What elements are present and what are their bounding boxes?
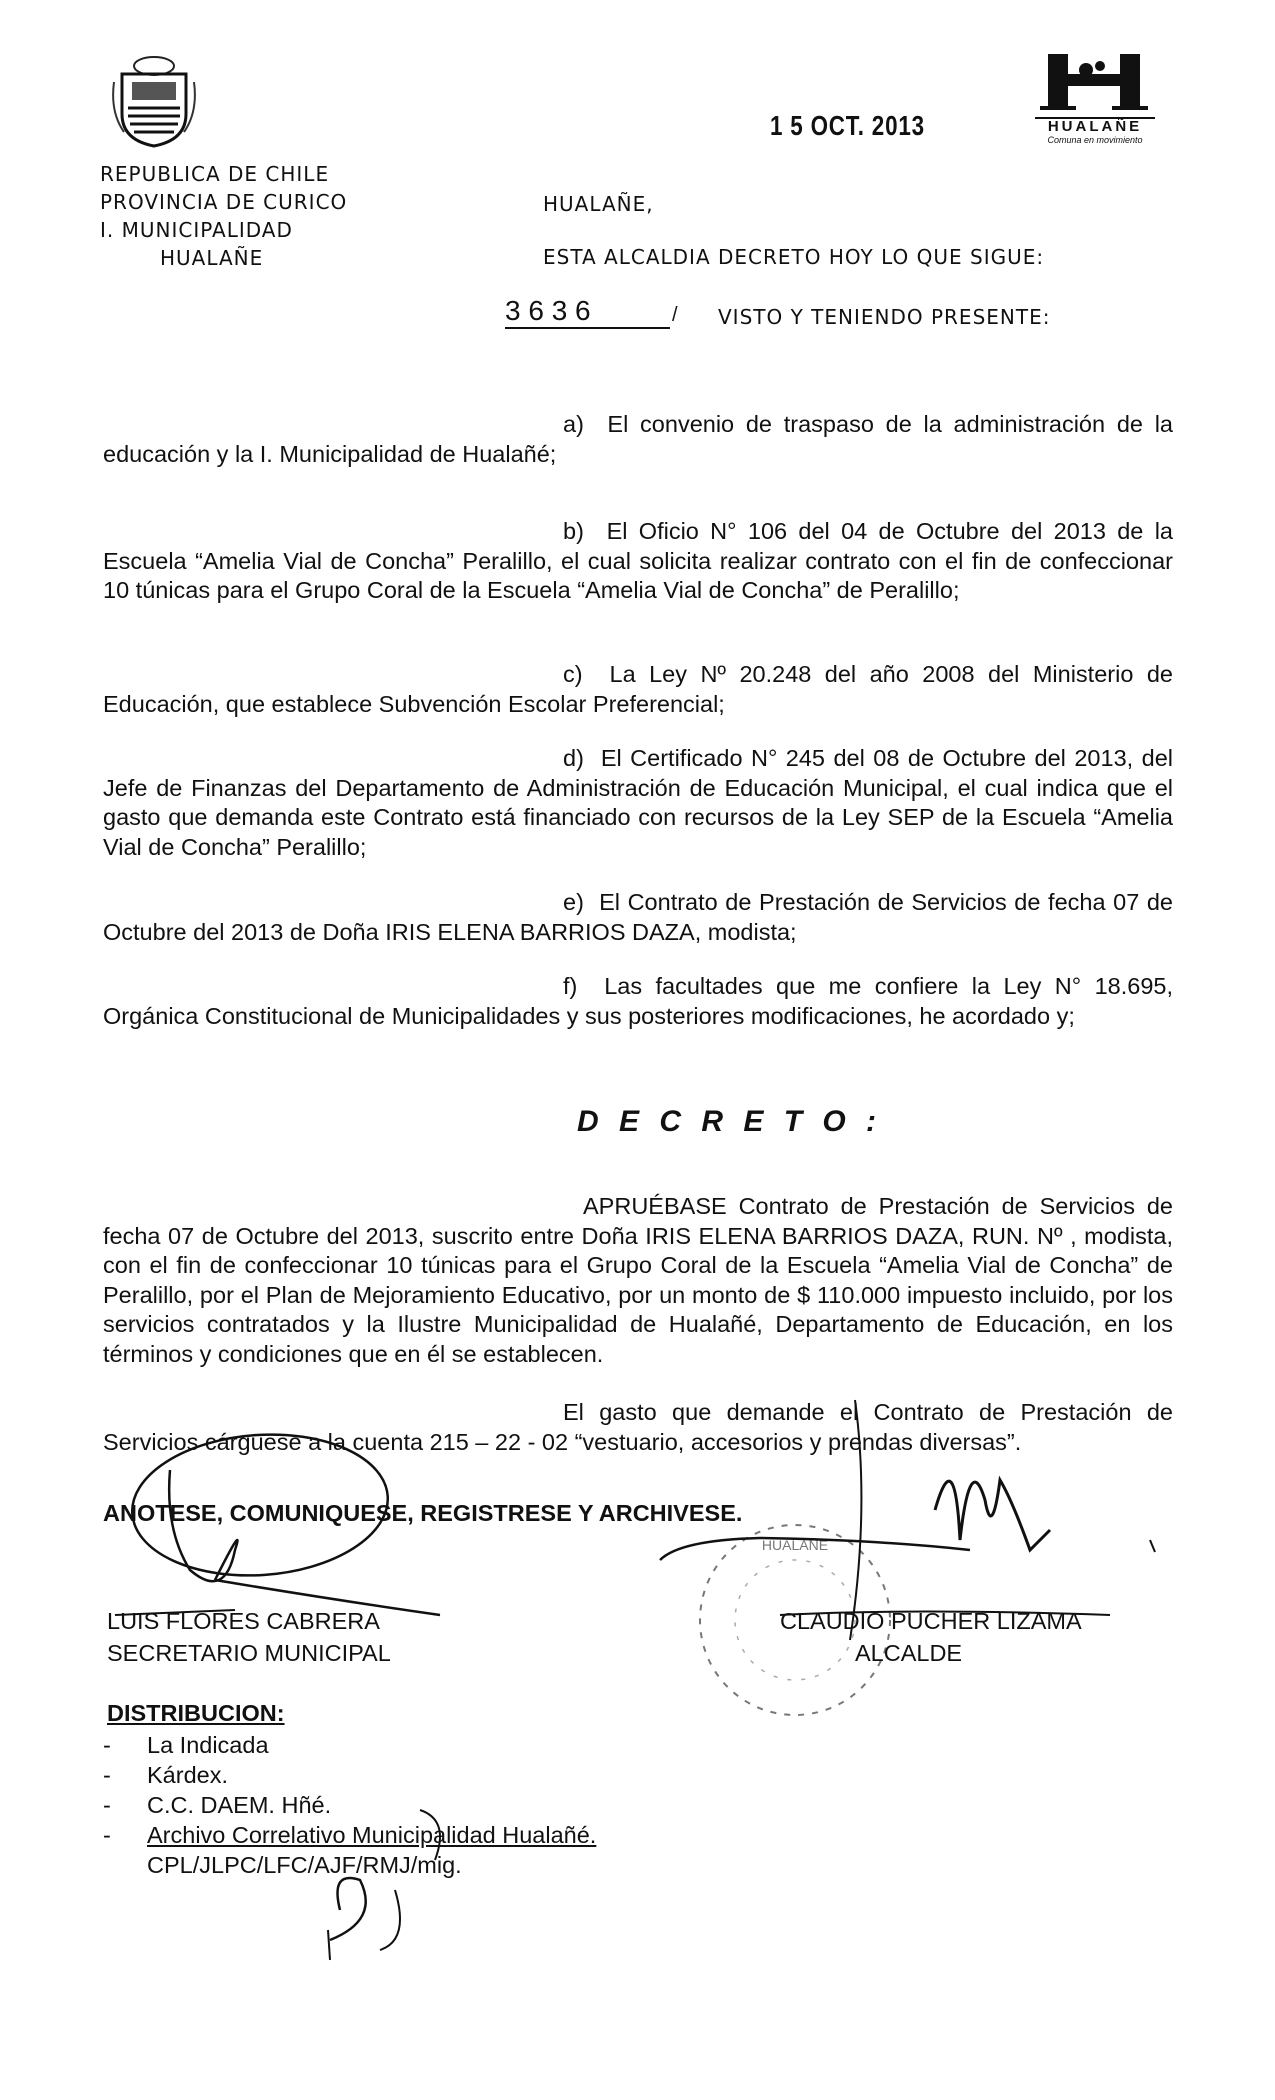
considerando-label: c) — [563, 661, 583, 687]
secretario-name: LUIS FLORES CABRERA — [107, 1608, 380, 1634]
hualane-logo-icon — [1040, 50, 1150, 112]
initials-signature-icon — [300, 1800, 500, 1960]
considerando-text: El Oficio N° 106 del 04 de Octubre del 2013 de la Escuela “Amelia Vial de Concha” Peralillo, el cual solicita realizar contrato con el fin de confeccionar 10 túnicas para el Grupo Coral de la Escuela “Amelia Vial de Concha” de Peralillo; — [103, 518, 1173, 603]
alcaldia-line: ESTA ALCALDIA DECRETO HOY LO QUE SIGUE: — [543, 245, 1045, 269]
considerando-label: e) — [563, 889, 584, 915]
header-line-hualane: HUALAÑE — [160, 246, 264, 270]
header-line-municipalidad: I. MUNICIPALIDAD — [100, 218, 293, 242]
considerando-a — [103, 410, 1173, 469]
hualane-logo — [1035, 50, 1155, 150]
considerando-e — [103, 888, 1173, 947]
municipality-header — [100, 160, 347, 272]
considerando-f — [103, 972, 1173, 1031]
secretario-signature-icon — [95, 1410, 455, 1640]
considerando-label: d) — [563, 745, 584, 771]
logo-tagline: Comuna en movimiento — [1047, 135, 1143, 145]
seal-text: HUALAÑE — [761, 1537, 829, 1553]
resolutivo-gasto-text: El gasto que demande el Contrato de Prestación de Servicios cárguese a la cuenta 215 – 22 - 02 “vestuario, accesorios y prendas diversas”. — [103, 1399, 1173, 1455]
decree-number: 3 6 3 6 — [505, 295, 670, 329]
decreto-title: D E C R E T O : — [577, 1105, 883, 1138]
list-item: - La Indicada — [103, 1732, 269, 1758]
logo-text: HUALAÑE — [1035, 117, 1155, 135]
municipal-crest-icon — [108, 52, 200, 148]
considerando-text: El convenio de traspaso de la administración de la educación y la I. Municipalidad de Hualañé; — [103, 411, 1173, 467]
list-item: - Archivo Correlativo Municipalidad Hualañé. — [103, 1822, 597, 1848]
considerando-text: Las facultades que me confiere la Ley N° 18.695, Orgánica Constitucional de Municipalidades y sus posteriores modificaciones, he acordado y; — [103, 973, 1173, 1029]
resolutivo-aprobacion — [103, 1192, 1173, 1369]
closing-formula: ANOTESE, COMUNIQUESE, REGISTRESE Y ARCHIVESE. — [103, 1500, 743, 1526]
considerando-text: El Contrato de Prestación de Servicios de fecha 07 de Octubre del 2013 de Doña IRIS ELENA BARRIOS DAZA, modista; — [103, 889, 1173, 945]
considerando-d — [103, 744, 1173, 862]
considerando-c — [103, 660, 1173, 719]
header-line-provincia: PROVINCIA DE CURICO — [100, 190, 348, 214]
considerando-label: a) — [563, 411, 584, 437]
distribucion-title: DISTRIBUCION: — [107, 1700, 285, 1726]
alcalde-name: CLAUDIO PUCHER LIZAMA — [780, 1608, 1082, 1634]
header-line-republica: REPUBLICA DE CHILE — [100, 162, 330, 186]
alcalde-title: ALCALDE — [855, 1640, 963, 1666]
visto-line: VISTO Y TENIENDO PRESENTE: — [718, 305, 1051, 329]
considerando-label: b) — [563, 518, 584, 544]
considerando-text: El Certificado N° 245 del 08 de Octubre del 2013, del Jefe de Finanzas del Departamento de Administración de Educación Municipal, el cual indica que el gasto que demanda este Contrato está financiado con recursos de la Ley SEP de la Escuela “Amelia Vial de Concha” Peralillo; — [103, 745, 1173, 860]
considerando-b — [103, 517, 1173, 606]
list-item: - Kárdex. — [103, 1762, 228, 1788]
city-line: HUALAÑE, — [543, 192, 654, 216]
initials-line: CPL/JLPC/LFC/AJF/RMJ/mig. — [147, 1852, 462, 1878]
considerando-text: La Ley Nº 20.248 del año 2008 del Ministerio de Educación, que establece Subvención Escolar Preferencial; — [103, 661, 1173, 717]
decree-slash: / — [672, 304, 678, 326]
considerando-label: f) — [563, 973, 578, 999]
resolutivo-aprobacion-text: APRUÉBASE Contrato de Prestación de Servicios de fecha 07 de Octubre del 2013, suscrito entre Doña IRIS ELENA BARRIOS DAZA, RUN. Nº , modista, con el fin de confeccionar 10 túnicas para el Grupo Coral de la Escuela “Amelia Vial de Concha” de Peralillo, por el Plan de Mejoramiento Educativo, por un monto de $ 110.000 impuesto incluido, por los servicios contratados y la Ilustre Municipalidad de Hualañé, Departamento de Educación, en los términos y condiciones que en él se establecen. — [103, 1193, 1173, 1367]
list-item: - C.C. DAEM. Hñé. — [103, 1792, 332, 1818]
secretario-title: SECRETARIO MUNICIPAL — [107, 1640, 391, 1666]
date-stamp: 1 5 OCT. 2013 — [770, 110, 925, 141]
